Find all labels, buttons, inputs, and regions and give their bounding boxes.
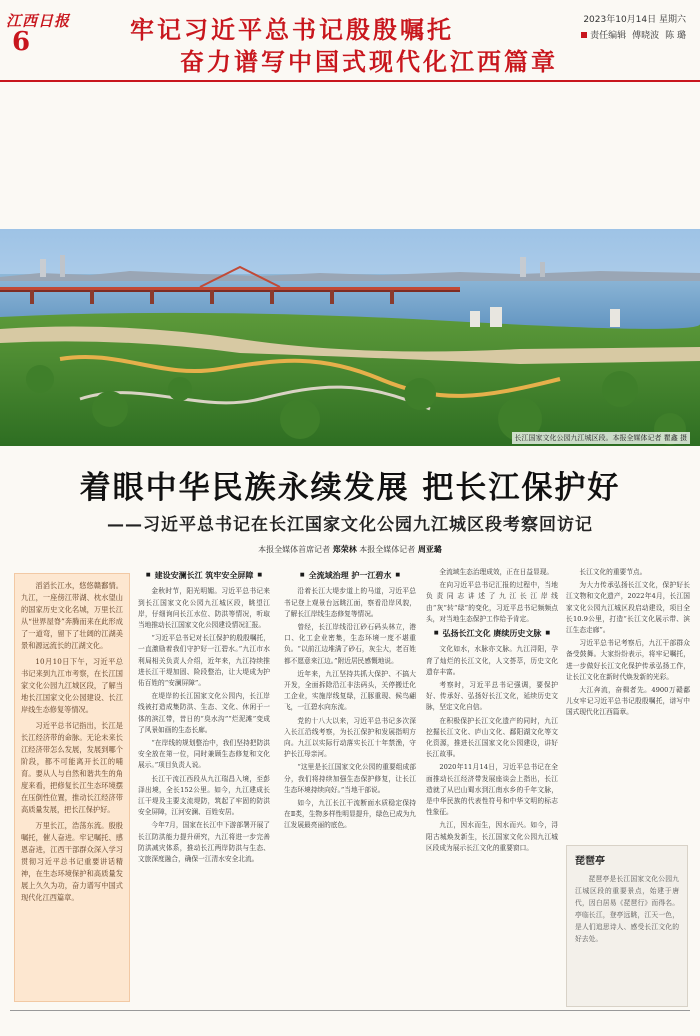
newspaper-logo bbox=[6, 10, 70, 58]
page-number: 6 bbox=[12, 27, 31, 57]
body-paragraph: 如今，九江长江干流断面水质稳定保持在Ⅱ类，生物多样性明显提升，绿色已成为九江发展最亮丽的底色。 bbox=[284, 798, 416, 830]
sidebar-box bbox=[566, 845, 688, 1007]
article-title: 着眼中华民族永续发展 把长江保护好 bbox=[79, 470, 621, 506]
body-paragraph: 长江干流江西段从九江瑞昌入境，至彭泽出境，全长152公里。如今，九江建成长江干堤及主要支流堤防，筑起了牢固的防洪安全屏障，江河安澜、百姓安居。 bbox=[138, 774, 270, 817]
masthead bbox=[0, 0, 700, 78]
section-heading: ■ 全流域治理 护一江碧水 ■ bbox=[284, 570, 416, 581]
page-meta bbox=[581, 12, 686, 44]
body-paragraph: 为大力传承弘扬长江文化，保护好长江文物和文化遗产，2022年4月，长江国家文化公园九江城区段启动建设，项目全长10.9公里，打造“长江文化展示带、滨江生态走廊”。 bbox=[566, 581, 690, 635]
aerial-photo-illustration bbox=[0, 229, 700, 446]
editor-name-2: 陈 璐 bbox=[665, 31, 686, 41]
section-heading: ■ 建设安澜长江 筑牢安全屏障 ■ bbox=[138, 570, 270, 581]
article-column-3 bbox=[426, 567, 558, 1007]
editor-label: 责任编辑 bbox=[590, 31, 627, 41]
article-subtitle: ——习近平总书记在长江国家文化公园九江城区段考察回访记 bbox=[107, 515, 593, 535]
issue-date: 2023年10月14日 星期六 bbox=[583, 15, 686, 25]
editor-name: 傅晓波 bbox=[632, 31, 660, 41]
body-paragraph: 习近平总书记考察后，九江干部群众备受鼓舞。大家纷纷表示，将牢记嘱托，进一步做好长江文化保护传承弘扬工作，让长江文化在新时代焕发新的光彩。 bbox=[566, 639, 690, 681]
article-column-4 bbox=[566, 567, 690, 842]
body-paragraph: 曾经，长江岸线沿江砂石码头林立，港口、化工企业密集，生态环境一度不堪重负。“以前江边堆满了砂石，灰尘大，老百姓都不愿意来江边。”附近居民感慨地说。 bbox=[284, 622, 416, 665]
author-2: 周亚璐 bbox=[417, 545, 442, 554]
byline bbox=[0, 544, 700, 555]
body-paragraph: 近年来，九江坚持共抓大保护、不搞大开发，全面拆除沿江非法码头，关停搬迁化工企业，实施岸线复绿，江豚重现、候鸟翩飞，一江碧水向东流。 bbox=[284, 669, 416, 712]
square-bullet-icon bbox=[581, 32, 587, 38]
byline-mid: 本报全媒体记者 bbox=[359, 545, 416, 554]
article-column-2 bbox=[284, 567, 416, 1007]
lead-box bbox=[14, 573, 130, 1002]
body-paragraph: 党的十八大以来，习近平总书记多次深入长江沿线考察，为长江保护和发展指明方向。九江以实际行动落实长江十年禁渔，守护长江母亲河。 bbox=[284, 716, 416, 759]
body-paragraph: 全流域生态治理成效，正在日益显现。 bbox=[439, 568, 554, 576]
body-paragraph: 在向习近平总书记汇报的过程中，当地负责同志讲述了九江长江岸线由“灰”转“绿”的变化，习近平总书记频频点头，对当地生态保护工作给予肯定。 bbox=[426, 581, 558, 623]
sidebar-text: 琵琶亭是长江国家文化公园九江城区段的重要景点，始建于唐代，因白居易《琵琶行》而得名。亭临长江，登亭远眺，江天一色，是人们追思诗人、感受长江文化的好去处。 bbox=[575, 875, 679, 943]
body-paragraph: 在堤岸的长江国家文化公园内，长江岸线被打造成集防洪、生态、文化、休闲于一体的滨江带，昔日的“臭水沟”“烂泥滩”变成了风景如画的生态长廊。 bbox=[138, 692, 270, 734]
photo-caption: 长江国家文化公园九江城区段。本报全媒体记者 瞿鑫 摄 bbox=[512, 432, 690, 444]
body-paragraph: “在岸线的规划整治中，我们坚持把防洪安全放在第一位，同时兼顾生态修复和文化展示。”项目负责人说。 bbox=[138, 738, 270, 770]
byline-prefix: 本报全媒体首席记者 bbox=[258, 545, 331, 554]
aerial-photo bbox=[0, 229, 700, 446]
lead-paragraph: 滔滔长江水，悠悠赣鄱情。九江，一座傍江带湖、枕水望山的国家历史文化名城，万里长江从“世界屋脊”奔腾而来在此形成了一道弯，留下了壮阔的江湖美景和源远流长的江湖文化。 bbox=[21, 581, 123, 650]
section-heading: ■ 弘扬长江文化 赓续历史文脉 ■ bbox=[426, 628, 558, 639]
body-paragraph: 长江文化的重要节点。 bbox=[579, 568, 647, 576]
headline-line2: 奋力谱写中国式现代化江西篇章 bbox=[180, 48, 558, 76]
lead-paragraph: 10月10日下午，习近平总书记来到九江市考察，在长江国家文化公园九江城区段，了解当地长江国家文化公园建设、长江岸线生态修复等情况。 bbox=[21, 657, 123, 714]
body-paragraph: 考察时，习近平总书记强调，要保护好、传承好、弘扬好长江文化，延续历史文脉，坚定文化自信。 bbox=[426, 680, 558, 712]
logo-name: 江西日报 bbox=[6, 12, 71, 30]
body-paragraph: 沿着长江大堤步道上的马道，习近平总书记登上观景台远眺江面，察看沿岸风貌，了解长江岸线生态修复等情况。 bbox=[284, 587, 416, 618]
editor-info bbox=[581, 28, 686, 44]
body-paragraph: 在积极保护长江文化遗产的同时，九江挖掘长江文化、庐山文化、鄱阳湖文化等文化资源，推进长江国家文化公园建设，讲好长江故事。 bbox=[426, 716, 558, 759]
body-paragraph: 大江奔流，奋楫者先。4900万赣鄱儿女牢记习近平总书记殷殷嘱托，谱写中国式现代化江西篇章。 bbox=[566, 686, 690, 717]
sidebar-title: 琵琶亭 bbox=[575, 856, 605, 867]
author-1: 郑荣林 bbox=[332, 545, 357, 554]
body-paragraph: 九江，因水而生，因水而兴。如今，浔阳古城焕发新生，长江国家文化公园九江城区段成为展示长江文化的重要窗口。 bbox=[426, 821, 558, 852]
article-column-1 bbox=[138, 567, 270, 1007]
lead-paragraph: 万里长江，浩荡东流。殷殷嘱托，催人奋进。牢记嘱托、感恩奋进，江西干部群众深入学习贯彻习近平总书记重要讲话精神，在生态环境保护和高质量发展上久久为功，奋力谱写中国式现代化江西篇章。 bbox=[21, 821, 123, 902]
header-rule bbox=[0, 80, 700, 82]
body-paragraph: 2020年11月14日，习近平总书记在全面推动长江经济带发展座谈会上指出，长江造就了从巴山蜀水到江南水乡的千年文脉，是中华民族的代表性符号和中华文明的标志性象征。 bbox=[426, 763, 558, 817]
body-paragraph: 金秋时节，阳光明媚。习近平总书记来到长江国家文化公园九江城区段，眺望江岸，仔细询问长江水位、防洪等情况，听取当地推动长江国家文化公园建设情况汇报。 bbox=[138, 587, 270, 629]
lead-paragraph: 习近平总书记指出，长江是长江经济带的命脉。无论未来长江经济带怎么发展，发展到哪个阶段，都不可能离开长江的哺育。要从人与自然和谐共生的角度来看，把修复长江生态环境摆在压倒性位置，推动长江经济带高质量发展，把长江保护好。 bbox=[21, 721, 123, 814]
body-paragraph: “这里是长江国家文化公园的重要组成部分，我们将持续加强生态保护修复，让长江生态环境持续向好。”当地干部说。 bbox=[284, 763, 416, 794]
footer-rule bbox=[10, 1010, 690, 1011]
body-paragraph: 今年7月，国家在长江中下游部署开展了长江防洪能力提升研究，九江将进一步完善防洪减灾体系，推动长江两岸防洪与生态、文旅深度融合，确保一江清水安全北流。 bbox=[138, 821, 270, 863]
body-paragraph: “习近平总书记对长江保护的殷殷嘱托，一直激励着我们守护好一江碧水。”九江市水利局相关负责人介绍，近年来，九江持续推进长江干堤加固、险段整治，让大堤成为护佑百姓的“安澜屏障”。 bbox=[138, 634, 270, 687]
headline-line1: 牢记习近平总书记殷殷嘱托 bbox=[130, 16, 454, 44]
body-paragraph: 文化如水，水脉亦文脉。九江浔阳，孕育了灿烂的长江文化，人文荟萃，历史文化遗存丰富。 bbox=[426, 645, 558, 676]
